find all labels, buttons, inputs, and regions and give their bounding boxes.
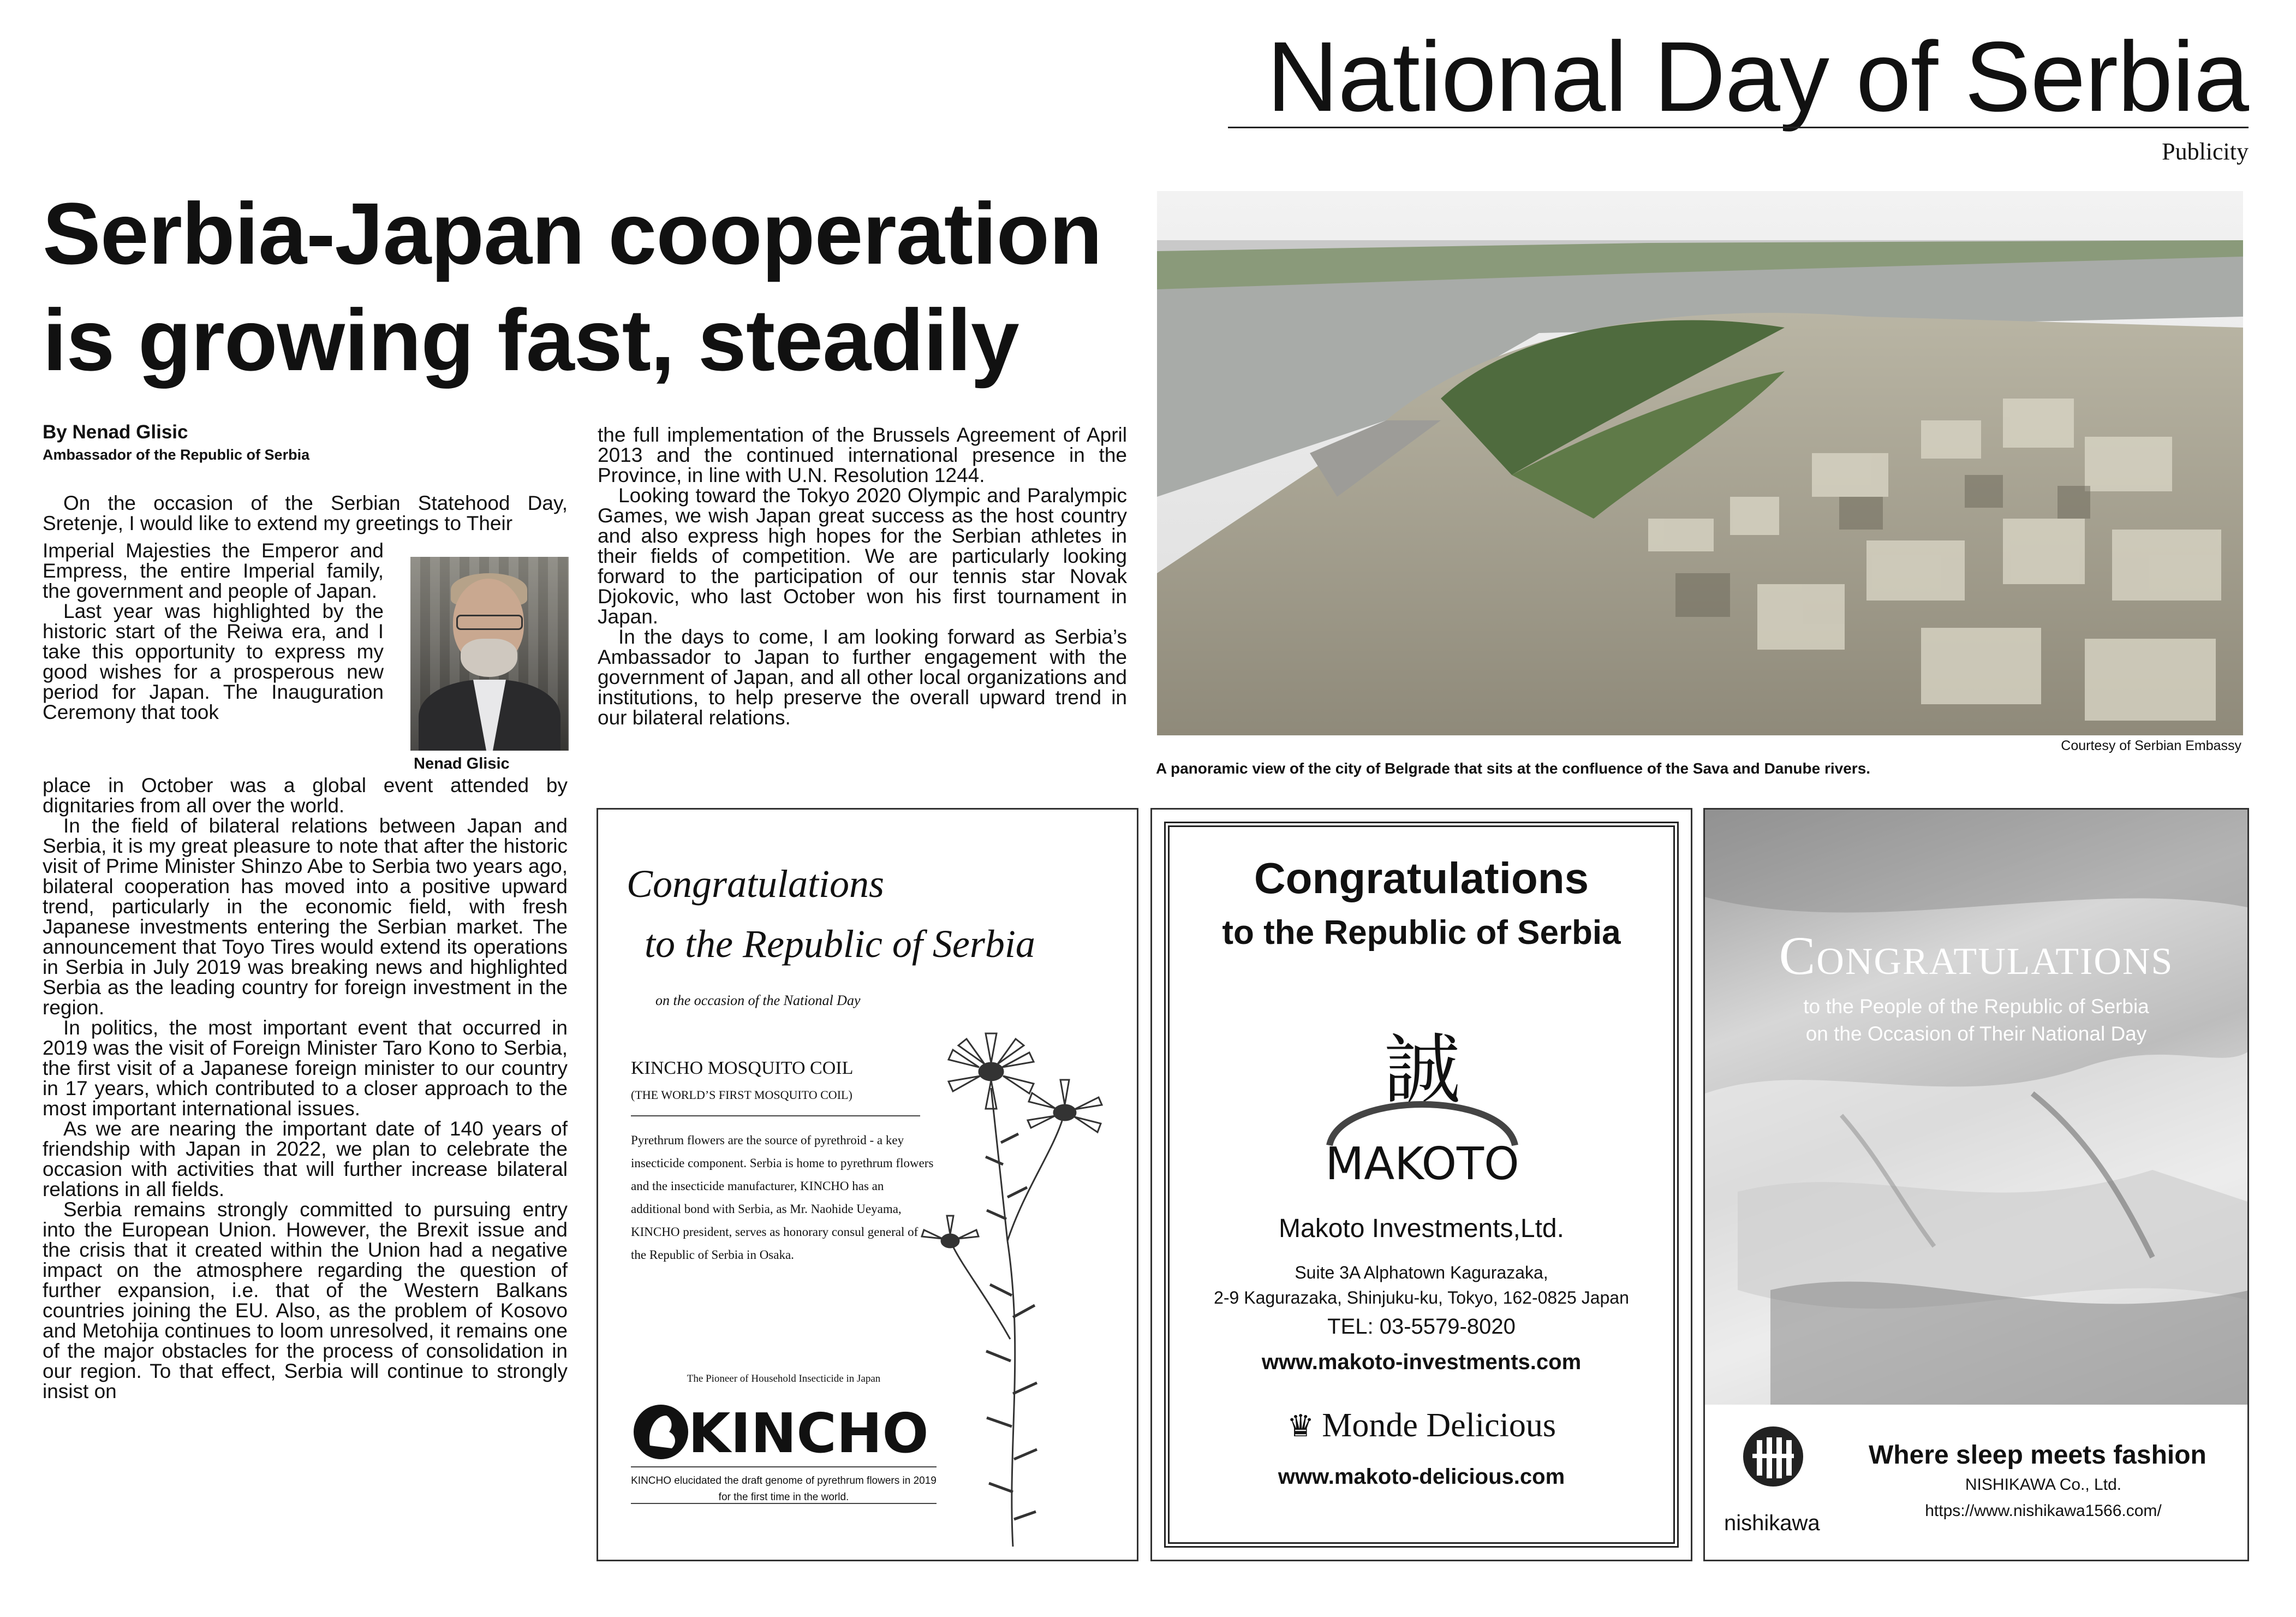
monde-delicious-website-link[interactable]: www.makoto-delicious.com	[1278, 1465, 1565, 1489]
monde-delicious-brand	[1152, 1406, 1691, 1445]
article-paragraph: the full implementation of the Brussels Agreement of April 2013 and the continued international presence in the Province, in line with U.N. Resolution 1244.	[598, 424, 1127, 486]
article-paragraph: In the days to come, I am looking forward as Serbia’s Ambassador to Japan to further engagement with the government of Japan, and all other local organizations and institutions, to help preserve the overall upward trend in our bilateral relations.	[598, 626, 1127, 729]
kincho-advertisement	[597, 808, 1138, 1561]
makoto-telephone: TEL: 03-5579-8020	[1327, 1315, 1516, 1339]
makoto-congratulations: Congratulations	[1254, 854, 1589, 902]
kincho-product-title: KINCHO MOSQUITO COIL	[631, 1058, 854, 1078]
monde-delicious-name: Monde Delicious	[1322, 1407, 1556, 1444]
nishikawa-congratulations: Congratulations	[1779, 925, 2174, 986]
makoto-address-line-2: 2-9 Kagurazaka, Shinjuku-ku, Tokyo, 162-0825 Japan	[1214, 1288, 1629, 1307]
bedding-photo	[1705, 810, 2247, 1405]
kincho-republic-script: to the Republic of Serbia	[645, 922, 1035, 966]
nishikawa-line-2: on the Occasion of Their National Day	[1805, 1022, 2147, 1045]
headline-line-2: is growing fast, steadily	[43, 291, 1019, 389]
byline-name: By Nenad Glisic	[43, 421, 188, 443]
makoto-logo	[1308, 1025, 1537, 1189]
kincho-logo	[631, 1402, 937, 1462]
article-column-1-lower	[43, 775, 568, 1401]
kincho-pioneer-text: The Pioneer of Household Insecticide in Japan	[687, 1373, 881, 1384]
masthead	[1228, 21, 2249, 132]
publicity-label: Publicity	[2162, 138, 2249, 165]
article-paragraph: Looking toward the Tokyo 2020 Olympic and Paralympic Games, we wish Japan great success as the host country and also express high hopes for the Serbian athletes in their fields of competition. We are particularly looking forward to the participation of our tennis star Novak Djokovic, who last October won his first tournament in Japan.	[598, 484, 1127, 628]
nishikawa-website-link[interactable]: https://www.nishikawa1566.com/	[1925, 1502, 2162, 1520]
belgrade-aerial-photo	[1157, 191, 2243, 735]
makoto-address-line-1: Suite 3A Alphatown Kagurazaka,	[1295, 1263, 1548, 1282]
nishikawa-advertisement	[1703, 808, 2249, 1561]
article-paragraph: In the field of bilateral relations between Japan and Serbia, it is my great pleasure to note that after the historic visit of Prime Minister Shinzo Abe to Serbia two years ago, bilateral cooperation has moved into a positive upward trend, particularly in the economic field, with fresh Japanese investments entering the Serbian market. The announcement that Toyo Tires would extend its operations in Serbia in July 2019 was breaking news and highlighted Serbia as the leading country for foreign investment in the region.	[43, 815, 568, 1019]
article-paragraph: Serbia remains strongly committed to pursuing entry into the European Union. However, the Brexit issue and the crisis that it created within the Union had a negative impact on the atmosphere regarding the question of further expansion, i.e. that of the Western Balkans countries joining the EU. Also, as the problem of Kosovo and Metohija continues to loom unresolved, it remains one of the major obstacles for the process of consolidation in our region. To that effect, Serbia will continue to strongly insist on	[43, 1198, 568, 1402]
nishikawa-tagline: Where sleep meets fashion	[1869, 1441, 2206, 1470]
portrait-caption: Nenad Glisic	[414, 755, 510, 772]
byline-title: Ambassador of the Republic of Serbia	[43, 447, 310, 463]
makoto-advertisement	[1150, 808, 1692, 1561]
divider	[631, 1115, 920, 1116]
makoto-wordmark: MAKOTO	[1325, 1138, 1519, 1189]
kincho-wordmark: KINCHO	[688, 1402, 929, 1462]
headline-line-1: Serbia-Japan cooperation	[43, 185, 1102, 282]
article-headline	[43, 180, 1145, 393]
article-paragraph: As we are nearing the important date of 140 years of friendship with Japan in 2022, we plan to celebrate the occasion with activities that will further increase bilateral relations in all fields.	[43, 1117, 568, 1200]
masthead-rule	[1228, 127, 2249, 128]
photo-credit: Courtesy of Serbian Embassy	[2061, 738, 2241, 753]
article-paragraph: Last year was highlighted by the historic start of the Reiwa era, and I take this opportunity to express my good wishes for a prosperous new period for Japan. The Inauguration Ceremony that took	[43, 600, 384, 723]
ambassador-portrait	[410, 557, 569, 751]
nishikawa-logo-icon	[1740, 1424, 1806, 1497]
article-text-wrap	[43, 540, 384, 722]
masthead-title: National Day of Serbia	[1267, 21, 2249, 132]
divider	[631, 1466, 937, 1467]
kincho-body-text: Pyrethrum flowers are the source of pyrethroid - a key insecticide component. Serbia is home to pyrethrum flowers and the insecticide manufacturer, KINCHO has an additional bond with Serbia, as Mr. Naohide Ueyama, KINCHO president, serves as honorary consul general of the Republic of Serbia in Osaka.	[631, 1133, 934, 1262]
makoto-company-name: Makoto Investments,Ltd.	[1279, 1214, 1564, 1243]
nishikawa-line-1: to the People of the Republic of Serbia	[1803, 995, 2149, 1018]
kincho-product-subtitle: (THE WORLD’S FIRST MOSQUITO COIL)	[631, 1088, 852, 1102]
divider	[631, 1503, 937, 1504]
kincho-congratulations-script: Congratulations	[627, 862, 885, 906]
makoto-kanji: 誠	[1383, 1026, 1461, 1115]
kincho-occasion-script: on the occasion of the National Day	[655, 992, 861, 1008]
crown-icon: ♛	[1287, 1410, 1322, 1443]
article-paragraph: On the occasion of the Serbian Statehood Day, Sretenje, I would like to extend my greetings to Their	[43, 492, 568, 534]
article-paragraph: place in October was a global event attended by dignitaries from all over the world.	[43, 774, 568, 817]
pyrethrum-flower-illustration	[920, 1012, 1128, 1552]
article-column-2	[598, 425, 1127, 728]
makoto-website-link[interactable]: www.makoto-investments.com	[1261, 1350, 1582, 1374]
nishikawa-wordmark: nishikawa	[1724, 1511, 1820, 1535]
article-paragraph: In politics, the most important event that occurred in 2019 was the visit of Foreign Minister Taro Kono to Serbia, the first visit of a Japanese foreign minister to our country in 17 years, which contributed to a closer approach to the most important international issues.	[43, 1016, 568, 1120]
article-paragraph: Imperial Majesties the Emperor and Empress, the entire Imperial family, the government and people of Japan.	[43, 539, 384, 602]
kincho-footer-text: KINCHO elucidated the draft genome of pyrethrum flowers in 2019 for the first time in the world.	[631, 1475, 937, 1503]
photo-caption: A panoramic view of the city of Belgrade that sits at the confluence of the Sava and Danube rivers.	[1156, 760, 1871, 777]
nishikawa-company: NISHIKAWA Co., Ltd.	[1965, 1476, 2122, 1494]
makoto-republic-line: to the Republic of Serbia	[1222, 914, 1621, 952]
